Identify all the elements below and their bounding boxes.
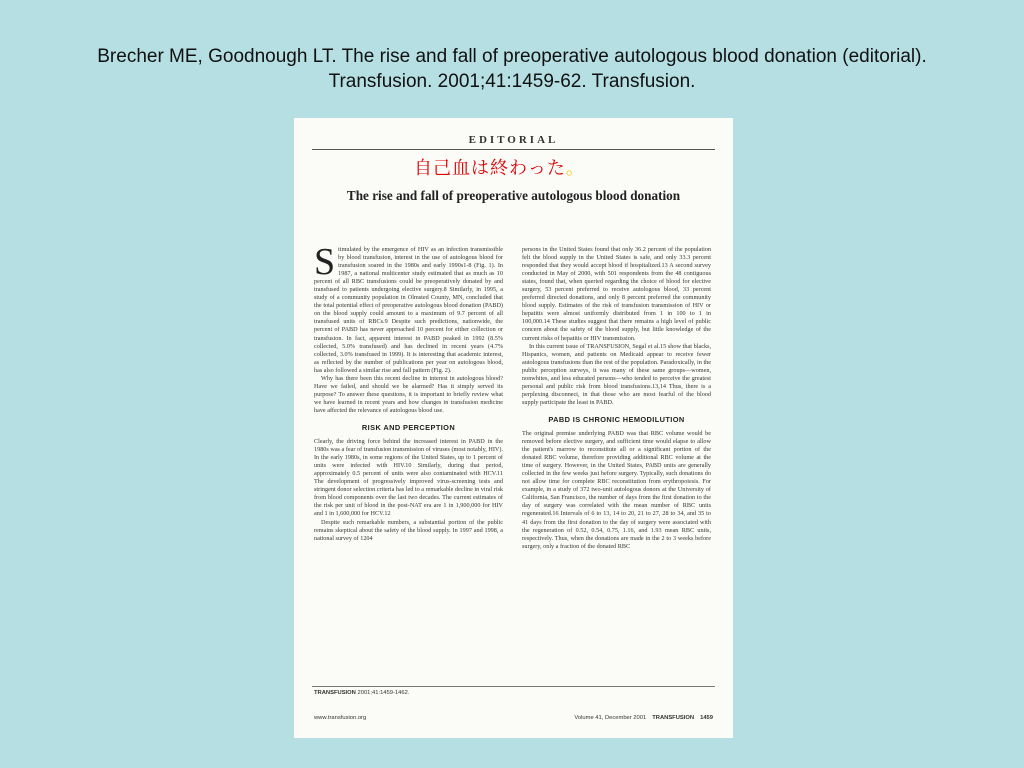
japanese-annotation: [414, 154, 585, 180]
issue-label: Volume 41, December 2001: [574, 715, 647, 721]
paragraph: persons in the United States found that only 36.2 percent of the population felt the blood supply in the United States is safe, and only 33.3 percent responded that they would accept blood if hospitalized.13 A second survey conducted in May of 2000, with 501 respondents from the 48 contiguous states, found that, when queried regarding the choice of blood for elective surgery, 53 percent preferred to receive autologous blood, 33 percent preferred directed donations, and only 8 percent preferred the community blood supply. Estimates of the risk of transfusion transmission of HIV or hepatitis were almost uniformly distributed from 1 in 100 to 1 in 100,000.14 These studies suggest that there remains a high level of public concern about the safety of the blood supply, but little knowledge of the current risks of hepatitis or HIV transmission.: [522, 246, 711, 342]
paragraph: In this current issue of TRANSFUSION, Segal et al.15 show that blacks, Hispanics, women, and patients on Medicaid appear to receive fewer autologous transfusions than the rest of the population. Paradoxically, in the public perception surveys, it was many of these same groups—women, nonwhites, and less educated persons—who tended to perceive the greatest personal and public risk from blood transfusions.13,14 Thus, there is a perplexing disconnect, in that those who are most fearful of the blood supply participate the least in PABD.: [522, 342, 711, 406]
article-headline: The rise and fall of preoperative autologous blood donation: [346, 188, 681, 203]
footer-journal: TRANSFUSION: [652, 715, 695, 721]
citation-details: 2001;41:1459-1462.: [357, 690, 410, 696]
paragraph: The original premise underlying PABD was that RBC volume would be removed before elective surgery, and sufficient time would elapse to allow the patient's marrow to reconstitute all or a significant portion of the donated RBC volume, therefore providing additional RBC volume at the time of surgery. However, in the United States, PABD units are generally collected in the few weeks just before surgery. Typically, such donations do not allow time for complete RBC reconstitution from erythropoiesis. For example, in a study of 372 two-unit autologous donors at the University of California, San Francisco, the number of days from the first donation to the day of surgery was correlated with the mean number of RBC units regenerated.16 Intervals of 6 to 13, 14 to 20, 21 to 27, 28 to 34, and 35 to 41 days from the first donation to the day of surgery were associated with the regeneration of 0.52, 0.54, 0.75, 1.16, and 1.93 mean RBC units, respectively. Thus, when the donations are made in the 2 to 3 weeks before surgery, only a fraction of the donated RBC: [522, 429, 711, 550]
section-heading: RISK AND PERCEPTION: [361, 422, 456, 432]
page-number: 1459: [700, 715, 713, 721]
annotation-text: 自己血は終わった: [414, 158, 566, 179]
section-label: EDITORIAL: [468, 134, 559, 146]
annotation-dot: 。: [565, 158, 585, 179]
paragraph: [314, 241, 503, 375]
citation-journal: TRANSFUSION: [314, 690, 356, 696]
footer-issue-info: [574, 715, 713, 721]
footer-url: www.transfusion.org: [314, 715, 367, 721]
paragraph: Clearly, the driving force behind the increased interest in PABD in the 1980s was a fear of transfusion transmission of viruses (most notably, HIV). In the early 1980s, in some regions of the United States, up to 1 percent of units were infected with HIV.10 Similarly, during that period, approximately 0.5 percent of units were also contaminated with HCV.11 The development of progressively improved virus-screening tests and stringent donor selection criteria has led to a remarkable decline in viral risk from blood components over the last two decades. The current estimates of the risk per unit of blood in the post-NAT era are 1 in 1,900,000 for HIV and 1 in 1,600,000 for HCV.12: [314, 438, 503, 518]
header-rule: [312, 149, 715, 150]
left-column: [314, 241, 503, 543]
paragraph: Why has there been this recent decline in interest in autologous blood? Have we failed, and should we be alarmed? Has it simply served its purpose? To answer these questions, it is important to briefly review what we have learned in recent years and how changes in transfusion medicine have affected the relevance of autologous blood use.: [314, 374, 503, 414]
section-heading: PABD IS CHRONIC HEMODILUTION: [548, 414, 685, 424]
drop-cap: S: [314, 241, 336, 283]
paragraph-text: timulated by the emergence of HIV as an infection transmissible by blood transfusion, interest in the use of autologous blood for transfusion soared in the 1980s and early 1990s1-8 (Fig. 1). In 1987, a national multicenter study estimated that as much as 10 percent of all RBC transfusions could be preoperatively donated by and transfused to patients undergoing elective surgery.8 Similarly, in 1995, a study of a community population in Olmsted County, MN, concluded that the total potential effect of preoperative autologous blood donation (PABD) on the blood supply could amount to a maximum of 9.7 percent of all transfused units of RBCs.9 Despite such predictions, nationwide, the percent of PABD has never approached 10 percent for either collection or transfusion. In fact, apparent interest in PABD peaked in 1992 (8.5% collected, 5.0% transfused) and has declined in recent years (4.7% collected, 3.0% transfused in 1999). It is interesting that academic interest, as reflected by the number of publications per year on autologous blood, has also followed a similar rise and fall pattern (Fig. 2).: [314, 246, 503, 374]
slide-title: Brecher ME, Goodnough LT. The rise and fall of preoperative autologous blood donation (editorial). Transfusion. 2001;41:1459-62. Transfusion.: [97, 46, 927, 92]
right-column: [522, 246, 711, 551]
journal-page-scan: [294, 118, 733, 738]
footer-citation: [314, 690, 409, 696]
paragraph: Despite such remarkable numbers, a substantial portion of the public remains skeptical about the safety of the blood supply. In 1997 and 1998, a national survey of 1204: [314, 518, 503, 542]
footer-rule: [312, 686, 715, 687]
